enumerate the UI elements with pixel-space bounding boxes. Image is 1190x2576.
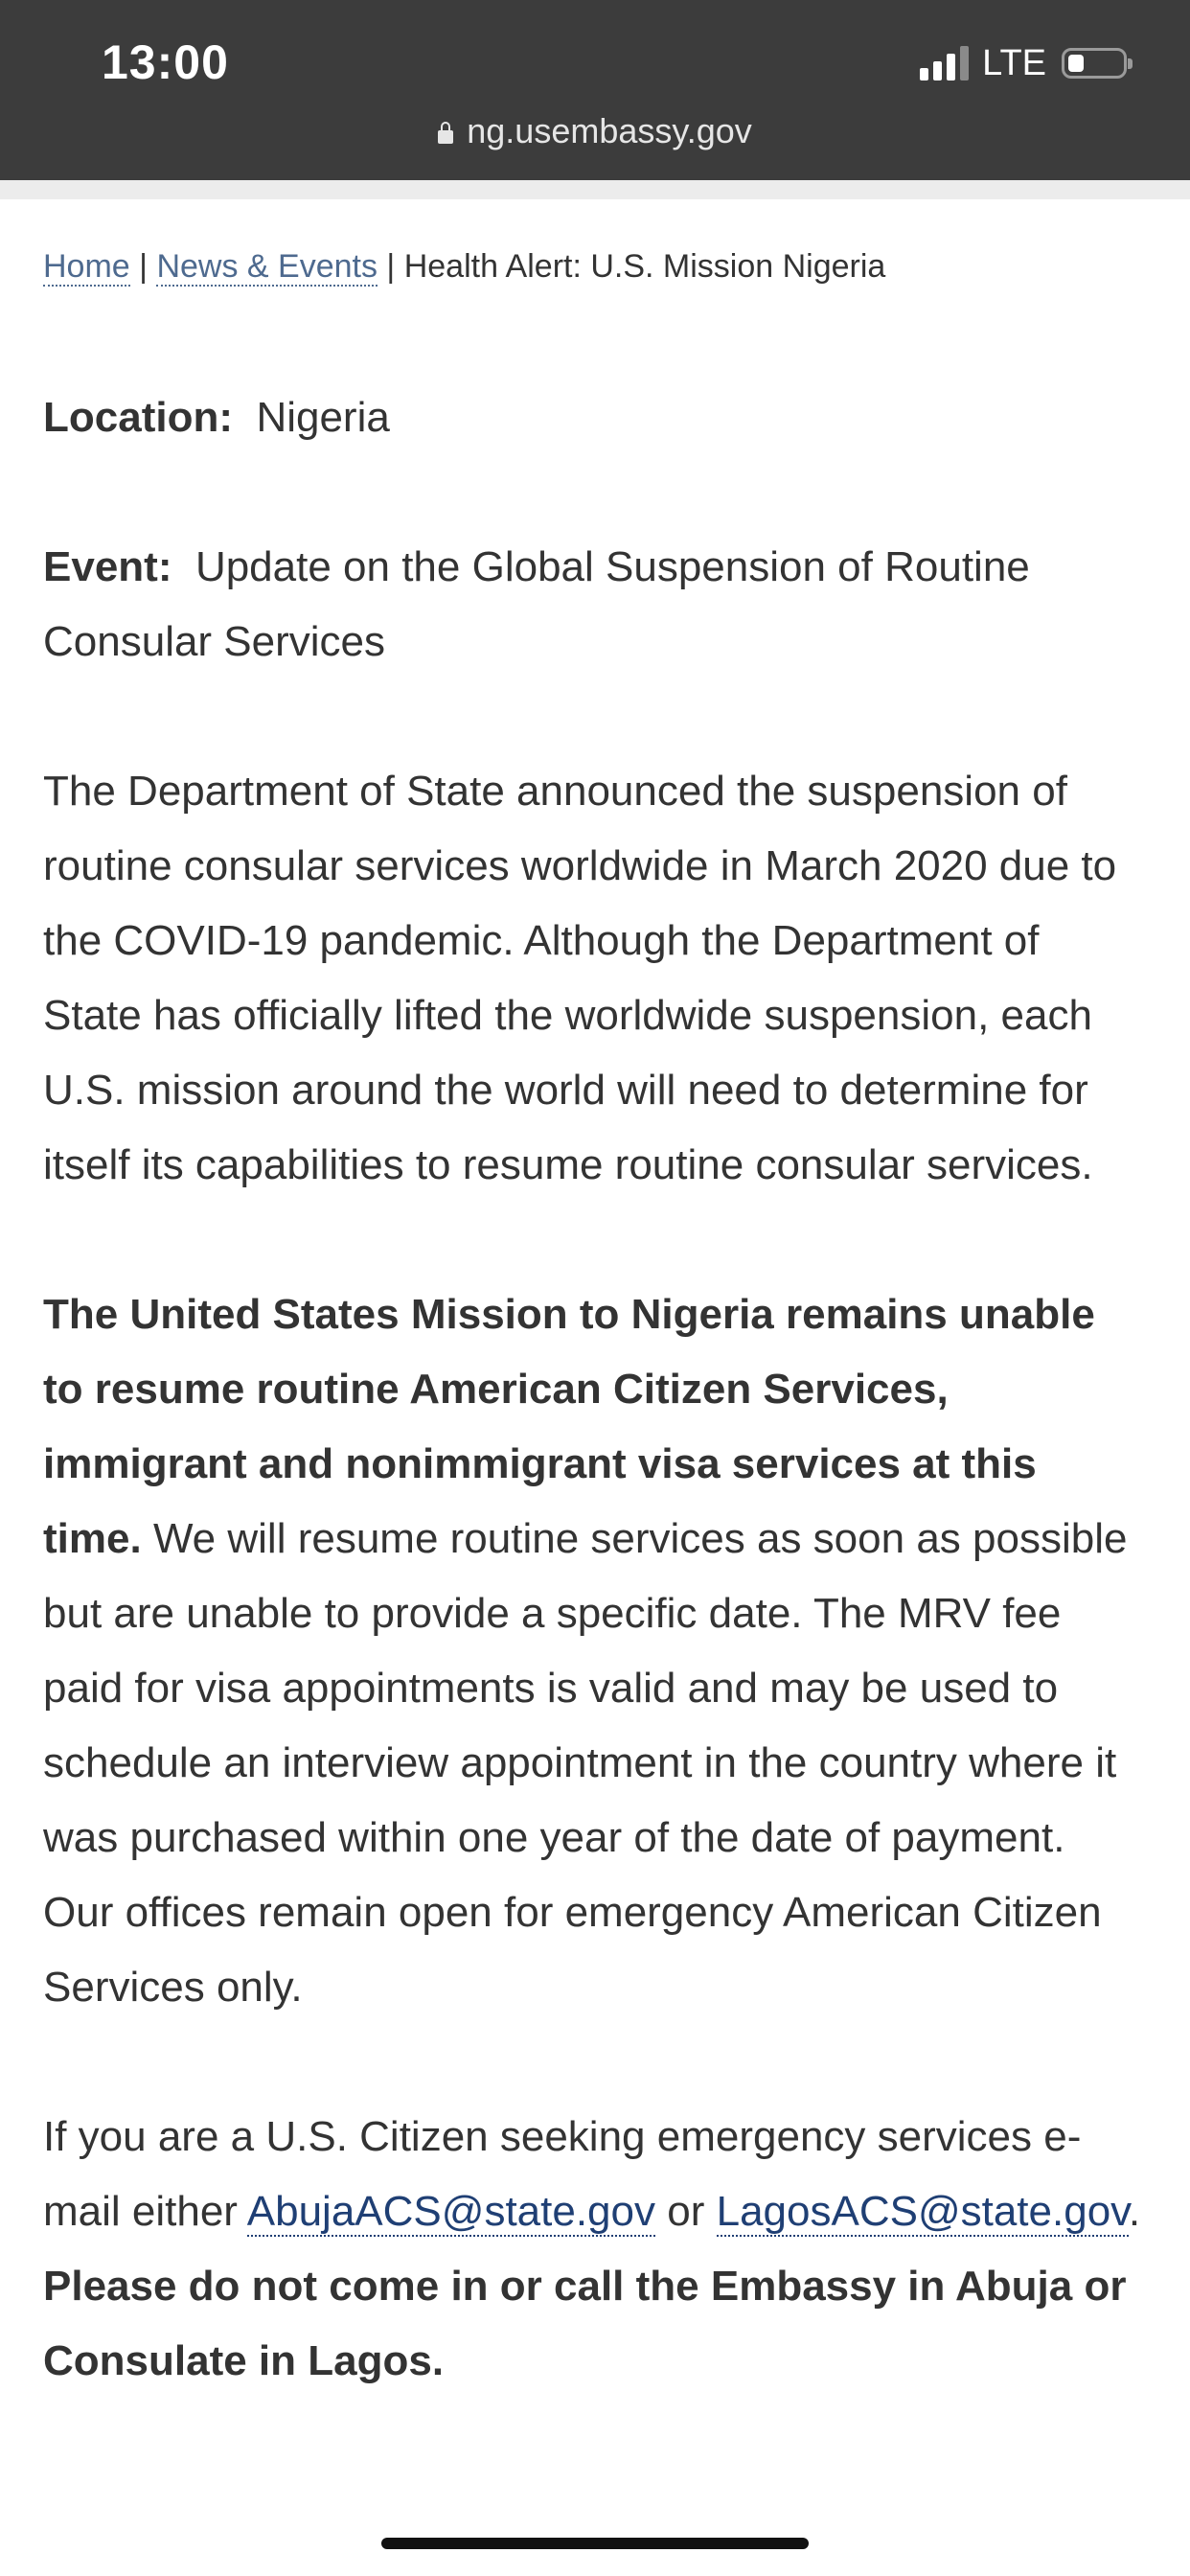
or-word: or xyxy=(667,2188,705,2235)
emergency-intro: If you are a U.S. Citizen seeking emergency services e-mail either xyxy=(43,2113,1082,2235)
cellular-signal-icon xyxy=(915,46,969,80)
breadcrumb-news-link[interactable]: News & Events xyxy=(156,248,378,285)
period: . xyxy=(1128,2188,1141,2235)
do-not-come-notice: Please do not come in or call the Embassy in Abuja or Consulate in Lagos. xyxy=(43,2263,1127,2384)
paragraph-emergency-contact xyxy=(43,2100,1145,2399)
location-value: Nigeria xyxy=(256,394,390,441)
breadcrumb-separator: | xyxy=(129,248,157,285)
battery-icon xyxy=(1062,48,1127,79)
breadcrumb-home-link[interactable]: Home xyxy=(43,248,130,285)
location-line xyxy=(43,380,1145,455)
event-label: Event: xyxy=(43,543,172,590)
mission-status-bold: The United States Mission to Nigeria remains unable to resume routine American Citizen Services, immigrant and nonimmigrant visa services at this time. xyxy=(43,1291,1095,1562)
network-type: LTE xyxy=(982,42,1046,83)
status-bar xyxy=(0,0,1190,180)
email-lagos-link[interactable]: LagosACS@state.gov xyxy=(716,2188,1129,2235)
toolbar-divider xyxy=(0,180,1190,199)
paragraph-suspension: The Department of State announced the suspension of routine consular services worldwide in March 2020 due to the COVID-19 pandemic. Although the Department of State has officially lifted the worldwide suspension, each U.S. mission around the world will need to determine for itself its capabilities to resume routine consular services. xyxy=(43,768,1117,1188)
breadcrumb-current: Health Alert: U.S. Mission Nigeria xyxy=(403,248,886,285)
breadcrumb-separator: | xyxy=(377,248,404,285)
status-time: 13:00 xyxy=(102,35,229,89)
home-indicator[interactable] xyxy=(381,2538,809,2549)
breadcrumb xyxy=(43,244,1145,288)
event-value: Update on the Global Suspension of Routine Consular Services xyxy=(43,543,1030,665)
paragraph-mission-status xyxy=(43,1277,1145,2025)
address-bar[interactable] xyxy=(0,111,1190,151)
lock-icon xyxy=(438,130,453,144)
email-abuja-link[interactable]: AbujaACS@state.gov xyxy=(246,2188,655,2235)
status-icons xyxy=(915,42,1127,84)
page-content xyxy=(43,199,1145,2473)
article-body xyxy=(43,380,1145,2399)
mission-status-text: We will resume routine services as soon as possible but are unable to provide a specific date. The MRV fee paid for visa appointments is valid and may be used to schedule an interview appointment in the country where it was purchased within one year of the date of payment. Our offices remain open for emergency American Citizen Services only. xyxy=(43,1515,1128,2011)
event-line xyxy=(43,530,1145,679)
url-text: ng.usembassy.gov xyxy=(467,111,752,150)
location-label: Location: xyxy=(43,394,233,441)
